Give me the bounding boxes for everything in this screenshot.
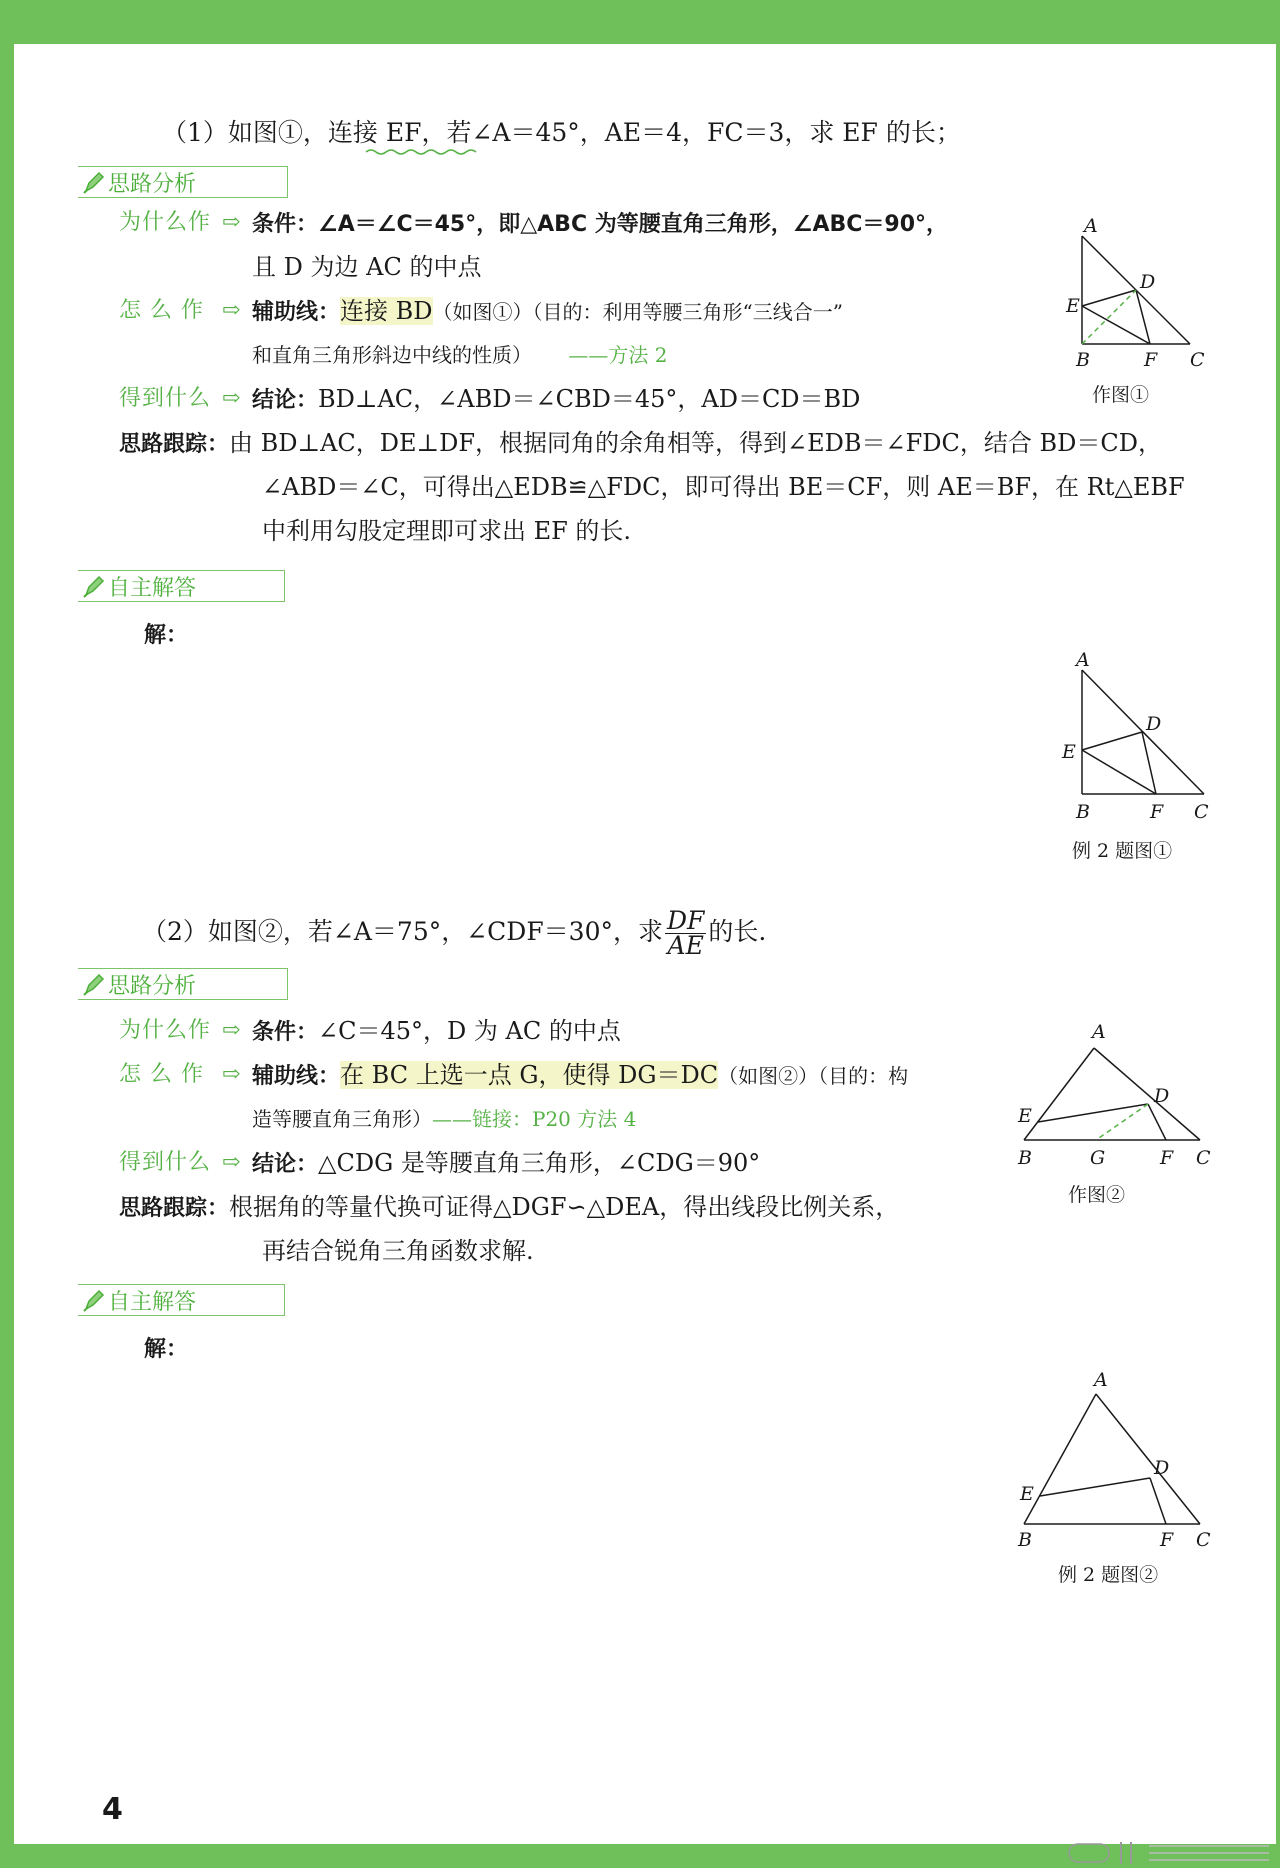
trace-2 [119, 1190, 899, 1226]
label-D: D [1154, 1457, 1170, 1479]
label-F: F [1144, 349, 1158, 371]
trace-label: 思路跟踪： [119, 432, 230, 457]
analysis-title-1 [78, 166, 288, 198]
get-line-1 [252, 382, 860, 418]
arrow-icon: ⇨ [222, 1018, 241, 1043]
answer-area-2[interactable] [144, 1370, 1004, 1790]
publisher-logo-icon [1069, 1838, 1269, 1868]
how-highlight: 连接 BD [340, 297, 433, 325]
get-line-2 [252, 1146, 760, 1182]
how-key: 辅助线： [252, 1064, 341, 1089]
method-link[interactable]: ——链接：P20 方法 4 [432, 1107, 637, 1131]
page [14, 44, 1276, 1844]
how-line-2b [252, 1102, 636, 1136]
label-G: G [1090, 1147, 1106, 1169]
label-B: B [1018, 1147, 1032, 1169]
how-purpose: （如图①）（目的：利用等腰三角形“三线合一” [432, 300, 843, 324]
self-answer-text: 自主解答 [108, 575, 197, 601]
question-caption-2: 例 2 题图② [1058, 1564, 1159, 1586]
arrow-icon: ⇨ [222, 298, 241, 323]
aux-caption-1: 作图① [1092, 384, 1150, 406]
how-purpose-2: 造等腰直角三角形） [252, 1107, 432, 1131]
method-link[interactable]: ——方法 2 [568, 343, 668, 367]
analysis-title-text: 思路分析 [108, 171, 197, 197]
label-D: D [1154, 1085, 1170, 1107]
page-number: 4 [102, 1792, 123, 1827]
question-caption-1: 例 2 题图① [1072, 840, 1173, 862]
label-B: B [1018, 1529, 1032, 1551]
label-E: E [1066, 295, 1080, 317]
analysis-title-text: 思路分析 [108, 973, 197, 999]
trace-text: 由 BD⊥AC，DE⊥DF，根据同角的余角相等，得到∠EDB＝∠FDC，结合 BD＝CD， [229, 429, 1163, 457]
label-F: F [1160, 1147, 1174, 1169]
pencil-icon [80, 971, 106, 997]
aux-figure-2 [1014, 1014, 1214, 1174]
label-C: C [1196, 1147, 1211, 1169]
analysis-title-2 [78, 968, 288, 1000]
question-2-pre: （2）如图②，若∠A＝75°，∠CDF＝30°，求 [142, 917, 663, 946]
wavy-underline [366, 148, 476, 156]
how-highlight: 在 BC 上选一点 G，使得 DG＝DC [340, 1061, 719, 1089]
fraction-numerator: DF [667, 906, 705, 935]
label-C: C [1190, 349, 1205, 371]
how-line-2 [252, 338, 667, 372]
trace-1c: 中利用勾股定理即可求出 EF 的长. [262, 517, 632, 545]
pencil-icon [80, 169, 106, 195]
why-label-1: 为什么作 [119, 210, 212, 235]
why-text-1 [252, 206, 948, 242]
label-A: A [1092, 1021, 1106, 1043]
get-label-1: 得到什么 [119, 386, 212, 411]
question-2-post: 的长. [708, 917, 767, 946]
how-line-2a [252, 1058, 908, 1094]
label-F: F [1160, 1529, 1174, 1551]
how-purpose-2: 和直角三角形斜边中线的性质） [252, 343, 532, 367]
answer-label-1: 解： [144, 623, 189, 648]
label-D: D [1140, 271, 1156, 293]
get-label-2: 得到什么 [119, 1150, 212, 1175]
how-purpose: （如图②）（目的：构 [718, 1064, 909, 1088]
question-figure-2 [1014, 1366, 1214, 1551]
trace-1 [119, 426, 1162, 462]
how-label-2: 怎 么 作 [119, 1062, 204, 1087]
label-A: A [1076, 649, 1090, 671]
label-F: F [1150, 801, 1164, 823]
how-line-1 [252, 294, 843, 330]
label-C: C [1196, 1529, 1211, 1551]
how-label-1: 怎 么 作 [119, 298, 204, 323]
how-key: 辅助线： [252, 300, 341, 325]
get-text: BD⊥AC，∠ABD＝∠CBD＝45°，AD＝CD＝BD [318, 385, 861, 413]
label-B: B [1076, 801, 1090, 823]
trace-2b: 再结合锐角三角函数求解. [262, 1237, 534, 1265]
why-key: 条件： [252, 1020, 319, 1045]
get-key: 结论： [252, 388, 319, 413]
fraction-denominator: AE [667, 931, 704, 960]
trace-1b: ∠ABD＝∠C，可得出△EDB≌△FDC，即可得出 BE＝CF，则 AE＝BF，在 Rt△EBF [262, 473, 1185, 501]
label-E: E [1062, 741, 1076, 763]
get-key: 结论： [252, 1152, 319, 1177]
label-E: E [1018, 1105, 1032, 1127]
trace-text: 根据角的等量代换可证得△DGF∽△DEA，得出线段比例关系， [229, 1193, 900, 1221]
why-text-1b: 且 D 为边 AC 的中点 [252, 253, 482, 281]
why-line-2 [252, 1014, 621, 1050]
arrow-icon: ⇨ [222, 1150, 241, 1175]
aux-caption-2: 作图② [1068, 1184, 1126, 1206]
pencil-icon [80, 1287, 106, 1313]
why-label-2: 为什么作 [119, 1018, 212, 1043]
self-answer-text: 自主解答 [108, 1289, 197, 1315]
question-1: （1）如图①，连接 EF，若∠A＝45°，AE＝4，FC＝3，求 EF 的长； [162, 118, 961, 147]
get-text: △CDG 是等腰直角三角形，∠CDG＝90° [318, 1149, 761, 1177]
arrow-icon: ⇨ [222, 386, 241, 411]
arrow-icon: ⇨ [222, 1062, 241, 1087]
question-2 [142, 902, 766, 962]
question-figure-1 [1044, 618, 1209, 838]
arrow-icon: ⇨ [222, 210, 241, 235]
aux-figure-1 [1054, 216, 1204, 376]
answer-area-1[interactable] [144, 656, 1004, 906]
trace-label: 思路跟踪： [119, 1196, 230, 1221]
label-A: A [1084, 215, 1098, 237]
why-text-1-line: 条件：∠A＝∠C＝45°，即△ABC 为等腰直角三角形，∠ABC＝90°， [252, 212, 949, 237]
label-C: C [1194, 801, 1209, 823]
self-answer-title-1 [78, 570, 285, 602]
why-text: ∠C＝45°，D 为 AC 的中点 [318, 1017, 621, 1045]
self-answer-title-2 [78, 1284, 285, 1316]
label-B: B [1076, 349, 1090, 371]
fraction [665, 906, 706, 960]
answer-label-2: 解： [144, 1337, 189, 1362]
label-A: A [1094, 1369, 1108, 1391]
label-D: D [1146, 713, 1162, 735]
pencil-icon [80, 573, 106, 599]
label-E: E [1020, 1483, 1034, 1505]
